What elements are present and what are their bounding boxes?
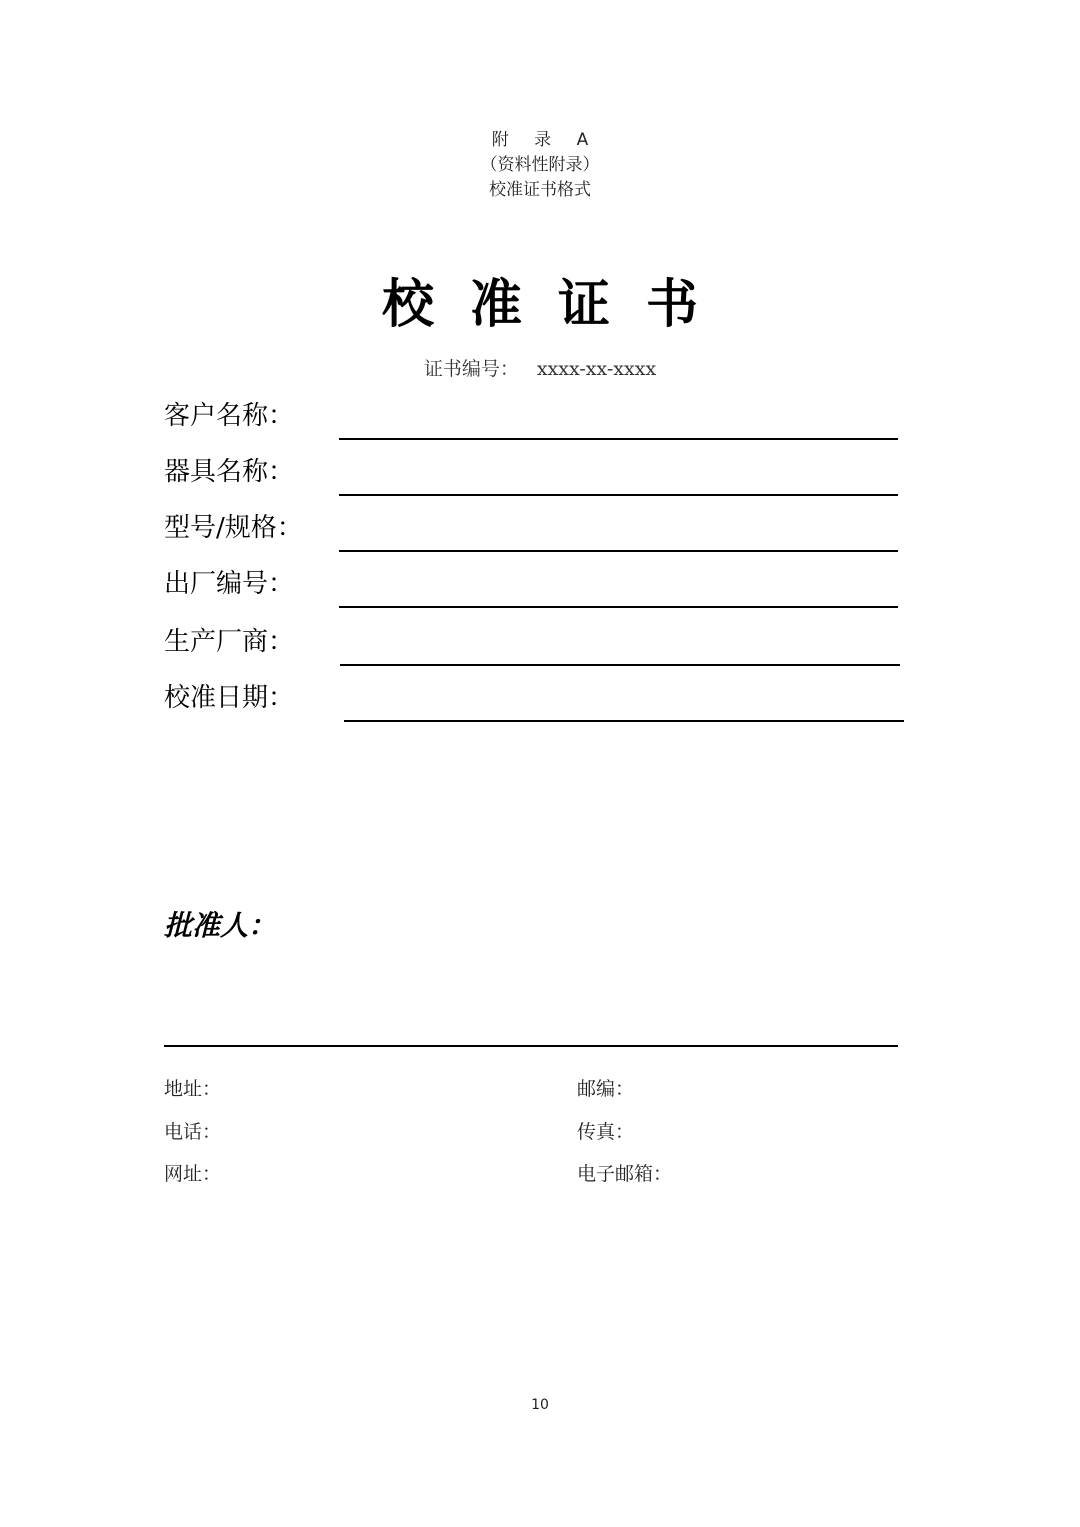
certificate-number — [0, 354, 1080, 381]
contact-phone: 电话： — [164, 1121, 222, 1143]
field-label: 客户名称： — [164, 401, 295, 431]
field-customer-name — [164, 396, 904, 442]
contact-email: 电子邮箱： — [577, 1163, 673, 1185]
contact-address: 地址： — [164, 1078, 222, 1100]
field-instrument-name — [164, 452, 904, 498]
appendix-subtitle: （资料性附录） — [480, 155, 600, 175]
field-underline[interactable] — [339, 606, 898, 608]
contact-fax: 传真： — [577, 1121, 635, 1143]
signature-line — [164, 1045, 898, 1047]
appendix-header — [0, 128, 1080, 203]
appendix-label: 附 录 A — [491, 130, 599, 150]
contact-postcode: 邮编： — [577, 1078, 635, 1100]
field-label: 型号/规格： — [164, 513, 303, 543]
field-label: 校准日期： — [164, 683, 295, 713]
contact-website: 网址： — [164, 1163, 222, 1185]
field-underline[interactable] — [339, 550, 898, 552]
certificate-title: 校准证书 — [381, 275, 734, 335]
field-model-spec — [164, 508, 904, 554]
certificate-number-label: 证书编号： — [423, 358, 519, 380]
certificate-number-value: xxxx-xx-xxxx — [536, 358, 657, 380]
field-underline[interactable] — [339, 438, 898, 440]
page-number: 10 — [531, 1397, 549, 1413]
field-manufacturer — [164, 622, 904, 668]
approver-label: 批准人： — [164, 909, 277, 942]
field-underline[interactable] — [340, 664, 900, 666]
field-serial-number — [164, 564, 904, 610]
field-label: 出厂编号： — [164, 569, 295, 599]
field-underline[interactable] — [344, 720, 904, 722]
field-label: 生产厂商： — [164, 627, 295, 657]
field-underline[interactable] — [339, 494, 898, 496]
appendix-caption: 校准证书格式 — [489, 180, 591, 200]
field-label: 器具名称： — [164, 457, 295, 487]
field-calibration-date — [164, 678, 904, 724]
